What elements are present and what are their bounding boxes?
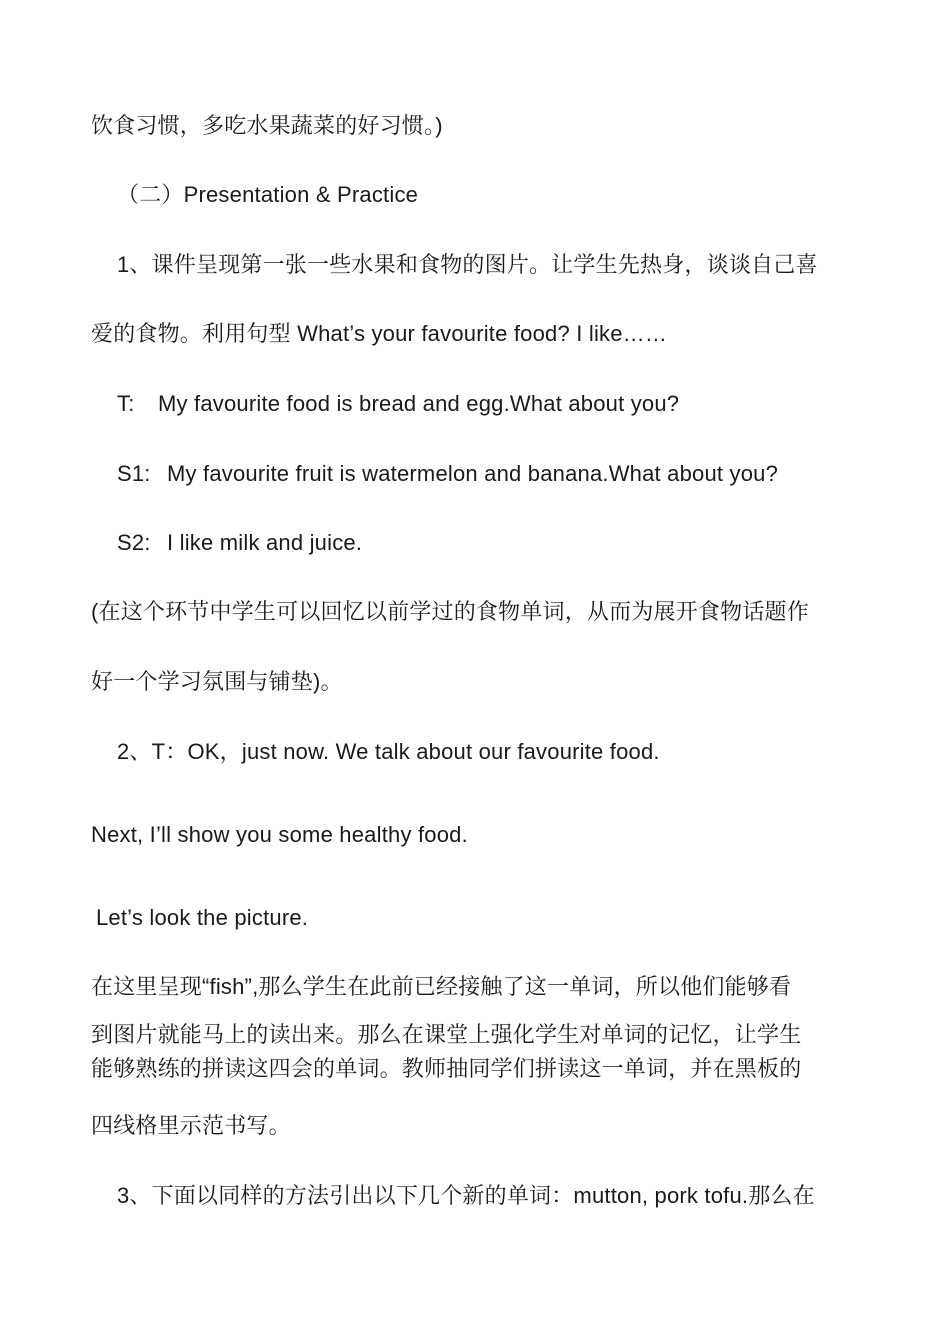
text-line: Let’s look the picture.	[96, 905, 309, 930]
text-line: 能够熟练的拼读这四会的单词。教师抽同学们拼读这一单词，并在黑板的	[91, 1056, 802, 1081]
speaker-label: S1:	[117, 461, 151, 486]
text-line: 在这里呈现“fish”,那么学生在此前已经接触了这一单词，所以他们能够看	[91, 974, 792, 999]
dialogue-text: My favourite food is bread and egg.What about you?	[158, 391, 680, 416]
text-line: 四线格里示范书写。	[91, 1113, 291, 1138]
text-line: (在这个环节中学生可以回忆以前学过的食物单词，从而为展开食物话题作	[91, 599, 809, 624]
dialogue-line	[117, 389, 679, 419]
text-line: 好一个学习氛围与铺垫)。	[91, 669, 343, 694]
speaker-label: T:	[117, 391, 135, 416]
text-line: 2、T：OK，just now. We talk about our favourite food.	[117, 739, 660, 764]
text-line: 3、下面以同样的方法引出以下几个新的单词：mutton, pork tofu.那么在	[117, 1183, 815, 1208]
text-line: 1、课件呈现第一张一些水果和食物的图片。让学生先热身，谈谈自己喜	[117, 252, 818, 277]
dialogue-text: I like milk and juice.	[167, 530, 363, 555]
section-heading: （二）Presentation & Practice	[117, 182, 419, 207]
text-line: 饮食习惯，多吃水果蔬菜的好习惯。)	[91, 113, 443, 138]
dialogue-text: My favourite fruit is watermelon and banana.What about you?	[167, 461, 779, 486]
text-line: 爱的食物。利用句型 What’s your favourite food? I like……	[91, 321, 668, 346]
text-line: Next, I’ll show you some healthy food.	[91, 822, 468, 847]
text-line: 到图片就能马上的读出来。那么在课堂上强化学生对单词的记忆，让学生	[91, 1022, 802, 1047]
dialogue-line	[117, 528, 362, 558]
dialogue-line	[117, 459, 778, 489]
speaker-label: S2:	[117, 530, 151, 555]
